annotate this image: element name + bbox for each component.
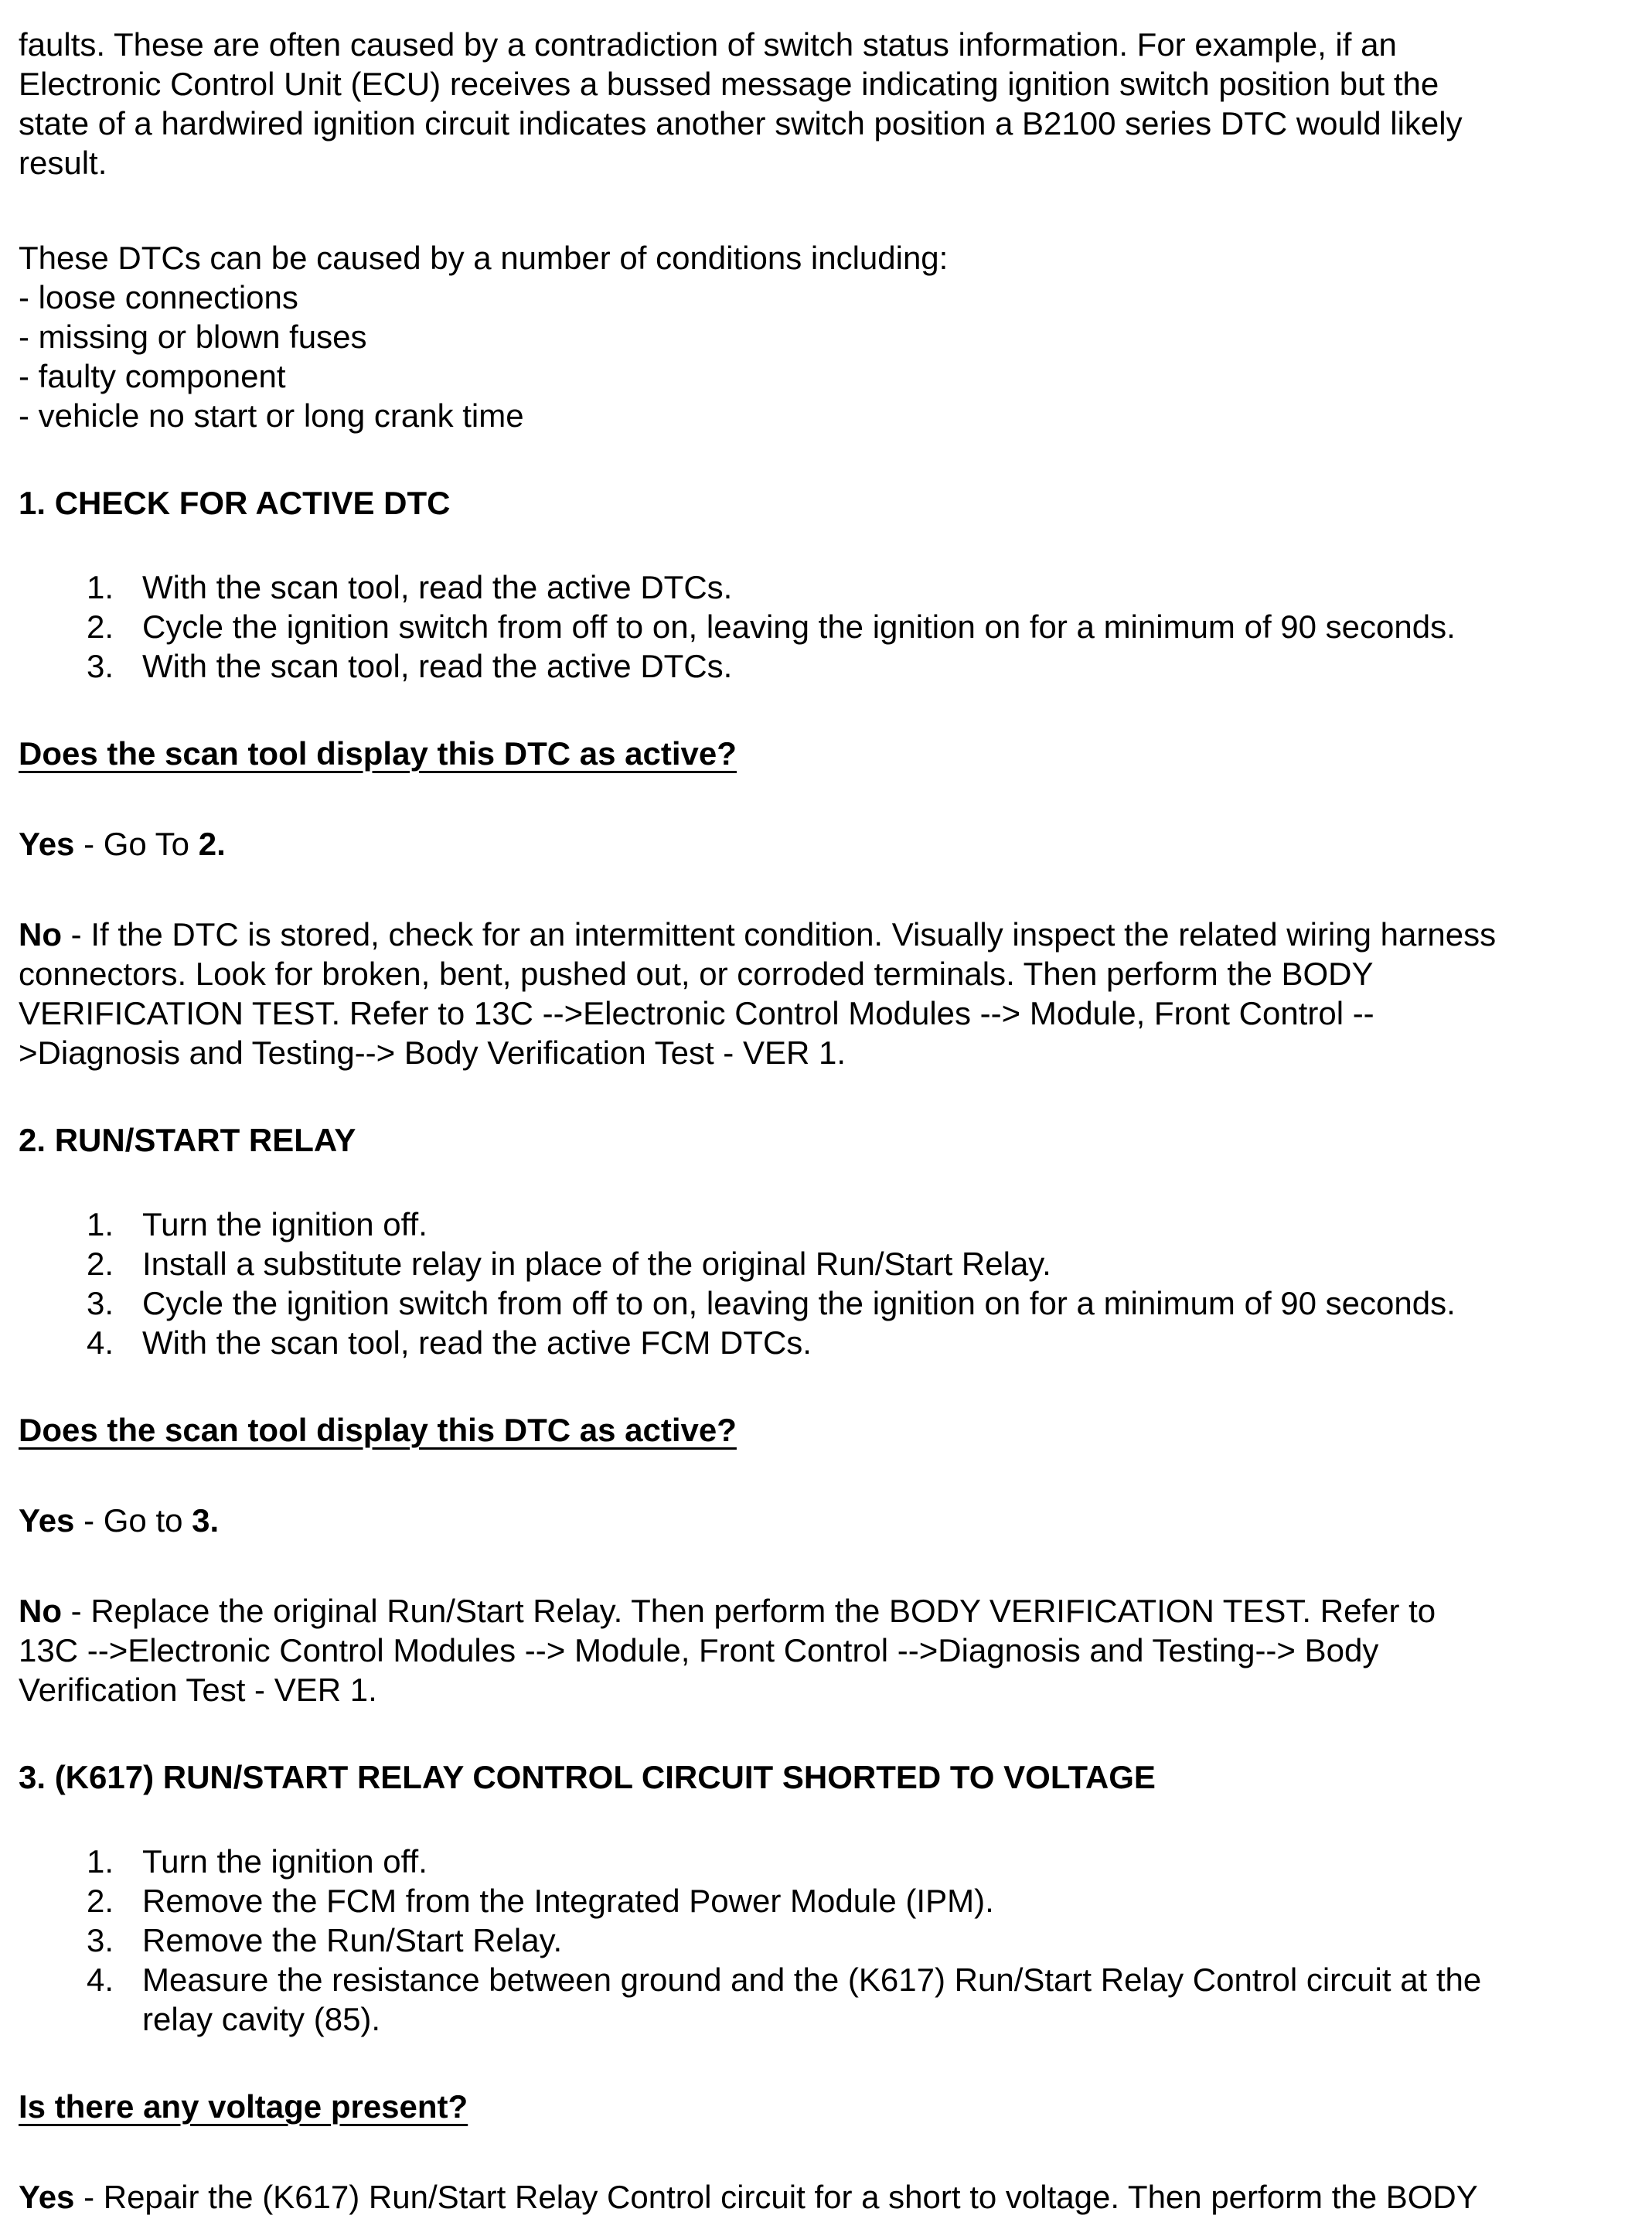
step-text: Measure the resistance between ground and the (K617) Run/Start Relay Control circuit at the [142,1961,1482,1998]
section-2-steps [19,1205,1637,1362]
yes-answer [19,1501,1637,1540]
step-row [19,1921,1637,1960]
cause-item: - vehicle no start or long crank time [19,397,524,434]
step-number: 1. [87,1206,114,1242]
answer-line [19,915,1637,954]
question-heading: Does the scan tool display this DTC as active? [19,735,737,772]
intro-line: Electronic Control Unit (ECU) receives a bussed message indicating ignition switch position but the [19,66,1439,102]
answer-line: Verification Test - VER 1. [19,1672,377,1708]
step-text: With the scan tool, read the active DTCs. [142,569,733,605]
answer-line [19,1591,1637,1631]
yes-answer [19,2177,1637,2217]
step-number: 2. [87,608,114,645]
section-3-heading: 3. (K617) RUN/START RELAY CONTROL CIRCUIT SHORTED TO VOLTAGE [19,1759,1156,1795]
step-row [19,1323,1637,1362]
answer-line: >Diagnosis and Testing--> Body Verification Test - VER 1. [19,1034,846,1071]
step-text: Turn the ignition off. [142,1843,427,1880]
no-text: - Replace the original Run/Start Relay. Then perform the BODY VERIFICATION TEST. Refer to [62,1593,1436,1629]
yes-answer [19,824,1637,864]
step-text: With the scan tool, read the active DTCs. [142,648,733,684]
step-text: Remove the Run/Start Relay. [142,1922,563,1958]
question-row [19,734,1637,773]
section-3-steps [19,1842,1637,2039]
no-label: No [19,916,62,953]
step-text: Cycle the ignition switch from off to on, leaving the ignition on for a minimum of 90 seconds. [142,608,1456,645]
intro-line: state of a hardwired ignition circuit indicates another switch position a B2100 series DTC would likely [19,105,1463,141]
step-text: With the scan tool, read the active FCM DTCs. [142,1324,812,1361]
step-row [19,1205,1637,1244]
step-row [19,1244,1637,1283]
step-number: 4. [87,1961,114,1998]
yes-text: - Go To [74,826,199,862]
question-heading: Is there any voltage present? [19,2088,468,2125]
step-row [19,1283,1637,1323]
step-number: 3. [87,1922,114,1958]
cause-item: - faulty component [19,358,286,394]
causes-heading: These DTCs can be caused by a number of conditions including: [19,240,949,276]
no-answer [19,1591,1637,1709]
intro-line: faults. These are often caused by a contradiction of switch status information. For example, if an [19,26,1397,63]
step-text: Cycle the ignition switch from off to on, leaving the ignition on for a minimum of 90 seconds. [142,1285,1456,1321]
cause-item: - missing or blown fuses [19,319,367,355]
step-number: 1. [87,569,114,605]
question-row [19,1410,1637,1450]
question-row [19,2087,1637,2126]
cause-item: - loose connections [19,279,298,315]
step-number: 3. [87,1285,114,1321]
question-heading: Does the scan tool display this DTC as active? [19,1412,737,1448]
step-row [19,646,1637,686]
step-number: 2. [87,1883,114,1919]
step-text: relay cavity (85). [142,2001,381,2037]
yes-label: Yes [19,826,75,862]
yes-text: - Go to [74,1502,192,1539]
section-1-heading: 1. CHECK FOR ACTIVE DTC [19,485,451,521]
step-number: 4. [87,1324,114,1361]
step-number: 1. [87,1843,114,1880]
step-number: 3. [87,648,114,684]
no-answer [19,915,1637,1072]
causes-list [19,238,1637,435]
yes-label: Yes [19,2179,75,2215]
answer-line: connectors. Look for broken, bent, pushed out, or corroded terminals. Then perform the BODY [19,956,1374,992]
no-text: - If the DTC is stored, check for an intermittent condition. Visually inspect the related wiring harness [62,916,1497,953]
step-row [19,1842,1637,1881]
step-text: Install a substitute relay in place of the original Run/Start Relay. [142,1246,1051,1282]
no-label: No [19,1593,62,1629]
section-1-steps [19,567,1637,686]
step-row [19,607,1637,646]
step-row [19,1960,1637,2039]
intro-paragraph [19,25,1637,182]
step-text: Turn the ignition off. [142,1206,427,1242]
step-row [19,1881,1637,1921]
yes-target: 3. [192,1502,220,1539]
answer-line: 13C -->Electronic Control Modules --> Module, Front Control -->Diagnosis and Testing--> Body [19,1632,1379,1668]
answer-line: VERIFICATION TEST. Refer to 13C -->Electronic Control Modules --> Module, Front Control -- [19,995,1374,1031]
step-text: Remove the FCM from the Integrated Power Module (IPM). [142,1883,994,1919]
intro-line: result. [19,145,107,181]
step-row [19,567,1637,607]
section-2-heading: 2. RUN/START RELAY [19,1122,356,1158]
yes-target: 2. [198,826,226,862]
yes-text: - Repair the (K617) Run/Start Relay Control circuit for a short to voltage. Then perform the BODY [74,2179,1478,2215]
step-number: 2. [87,1246,114,1282]
yes-label: Yes [19,1502,75,1539]
